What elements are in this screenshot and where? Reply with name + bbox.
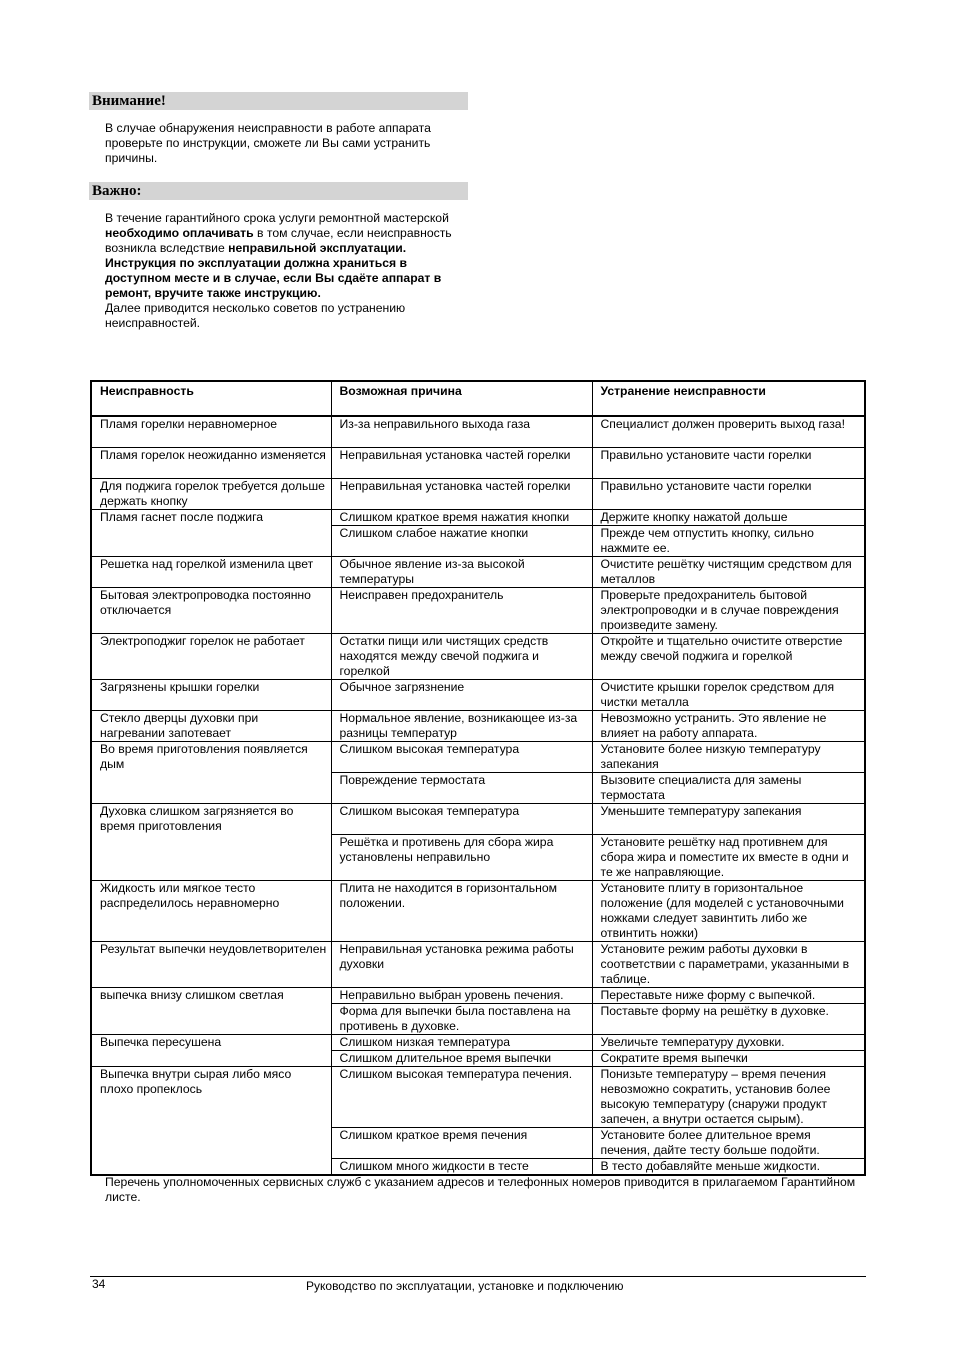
fix-cell: Очистите решётку чистящим средством для металлов bbox=[592, 556, 865, 587]
cause-cell: Слишком длительное время выпечки bbox=[331, 1050, 592, 1066]
table-row bbox=[91, 941, 865, 987]
cause-cell: Обычное явление из-за высокой температуры bbox=[331, 556, 592, 587]
cause-cell: Нормальное явление, возникающее из-за разницы температур bbox=[331, 710, 592, 741]
cause-cell: Из-за неправильного выхода газа bbox=[331, 416, 592, 447]
fix-cell: Переставьте ниже форму с выпечкой. bbox=[592, 987, 865, 1003]
important-p1-b: необходимо оплачивать bbox=[105, 226, 254, 240]
fix-cell: Специалист должен проверить выход газа! bbox=[592, 416, 865, 447]
table-row bbox=[91, 587, 865, 633]
page-number: 34 bbox=[92, 1277, 106, 1291]
fix-cell: Очистите крышки горелок средством для чистки металла bbox=[592, 679, 865, 710]
fix-cell: Правильно установите части горелки bbox=[592, 478, 865, 509]
cause-cell: Неправильная установка частей горелки bbox=[331, 447, 592, 478]
fix-cell: Вызовите специалиста для замены термостата bbox=[592, 772, 865, 803]
cause-cell: Форма для выпечки была поставлена на противень в духовке. bbox=[331, 1003, 592, 1034]
fault-cell: Бытовая электропроводка постоянно отключается bbox=[91, 587, 331, 633]
cause-cell: Слишком высокая температура печения. bbox=[331, 1066, 592, 1127]
troubleshooting-table bbox=[90, 380, 866, 1176]
important-p2-bold: Инструкция по эксплуатации должна храниться в доступном месте и в случае, если Вы сдаёте аппарат в ремонт, вручите также инструкцию. bbox=[105, 256, 442, 300]
cause-cell: Слишком высокая температура bbox=[331, 803, 592, 834]
fix-cell: Невозможно устранить. Это явление не влияет на работу аппарата. bbox=[592, 710, 865, 741]
fix-cell: Уменьшите температуру запекания bbox=[592, 803, 865, 834]
important-p1-d: неправильной эксплуатации. bbox=[228, 241, 407, 255]
troubleshooting-table-body bbox=[91, 381, 865, 1175]
important-p1-c: в том случае, если неисправность возникла вследствие bbox=[105, 226, 452, 255]
cause-cell: Неправильно выбран уровень печения. bbox=[331, 987, 592, 1003]
cause-cell: Слишком слабое нажатие кнопки bbox=[331, 525, 592, 556]
table-header-row bbox=[91, 381, 865, 416]
cause-cell: Повреждение термостата bbox=[331, 772, 592, 803]
table-row bbox=[91, 803, 865, 834]
fault-cell: Выпечка пересушена bbox=[91, 1034, 331, 1066]
important-paragraph-3: Далее приводится несколько советов по устранению неисправностей. bbox=[105, 301, 406, 330]
header-fault: Неисправность bbox=[91, 381, 331, 416]
fault-cell: Пламя горелки неравномерное bbox=[91, 416, 331, 447]
fault-cell: Для поджига горелок требуется дольше держать кнопку bbox=[91, 478, 331, 509]
fault-cell: Духовка слишком загрязняется во время приготовления bbox=[91, 803, 331, 880]
cause-cell: Обычное загрязнение bbox=[331, 679, 592, 710]
fault-cell: Стекло дверцы духовки при нагревании запотевает bbox=[91, 710, 331, 741]
important-text bbox=[105, 211, 465, 331]
table-row bbox=[91, 633, 865, 679]
fix-cell: Поставьте форму на решётку в духовке. bbox=[592, 1003, 865, 1034]
fix-cell: Держите кнопку нажатой дольше bbox=[592, 509, 865, 525]
fix-cell: Увеличьте температуру духовки. bbox=[592, 1034, 865, 1050]
header-fix: Устранение неисправности bbox=[592, 381, 865, 416]
fault-cell: Загрязнены крышки горелки bbox=[91, 679, 331, 710]
cause-cell: Неправильная установка частей горелки bbox=[331, 478, 592, 509]
fix-cell: Правильно установите части горелки bbox=[592, 447, 865, 478]
fault-cell: Пламя горелок неожиданно изменяется bbox=[91, 447, 331, 478]
footer-divider bbox=[90, 1276, 866, 1277]
cause-cell: Слишком низкая температура bbox=[331, 1034, 592, 1050]
fault-cell: выпечка внизу слишком светлая bbox=[91, 987, 331, 1034]
fault-cell: Пламя гаснет после поджига bbox=[91, 509, 331, 556]
fix-cell: В тесто добавляйте меньше жидкости. bbox=[592, 1158, 865, 1175]
cause-cell: Плита не находится в горизонтальном положении. bbox=[331, 880, 592, 941]
fault-cell: Во время приготовления появляется дым bbox=[91, 741, 331, 803]
table-row bbox=[91, 447, 865, 478]
cause-cell: Неправильная установка режима работы духовки bbox=[331, 941, 592, 987]
table-row bbox=[91, 880, 865, 941]
cause-cell: Слишком высокая температура bbox=[331, 741, 592, 772]
table-row bbox=[91, 987, 865, 1003]
table-row bbox=[91, 679, 865, 710]
table-row bbox=[91, 478, 865, 509]
table-row bbox=[91, 556, 865, 587]
important-p1-a: В течение гарантийного срока услуги ремонтной мастерской bbox=[105, 211, 449, 225]
cause-cell: Слишком краткое время печения bbox=[331, 1127, 592, 1158]
attention-paragraph: В случае обнаружения неисправности в работе аппарата проверьте по инструкции, сможете ли Вы сами устранить причины. bbox=[105, 121, 431, 165]
important-paragraph-2 bbox=[105, 256, 465, 301]
table-row bbox=[91, 416, 865, 447]
header-cause: Возможная причина bbox=[331, 381, 592, 416]
fix-cell: Прежде чем отпустить кнопку, сильно нажмите ее. bbox=[592, 525, 865, 556]
table-row bbox=[91, 741, 865, 772]
cause-cell: Неисправен предохранитель bbox=[331, 587, 592, 633]
table-row bbox=[91, 1034, 865, 1050]
important-heading: Важно: bbox=[89, 182, 468, 200]
fault-cell: Жидкость или мягкое тесто распределилось неравномерно bbox=[91, 880, 331, 941]
fix-cell: Понизьте температуру – время печения невозможно сократить, установив более высокую температуру (снаружи продукт запечен, а внутри остается сырым). bbox=[592, 1066, 865, 1127]
important-paragraph-1 bbox=[105, 211, 465, 256]
fix-cell: Установите решётку над противнем для сбора жира и поместите их вместе в одни и те же направляющие. bbox=[592, 834, 865, 880]
fix-cell: Установите плиту в горизонтальное положение (для моделей с установочными ножками следует завинтить либо же отвинтить ножки) bbox=[592, 880, 865, 941]
table-row bbox=[91, 509, 865, 525]
service-footnote: Перечень уполномоченных сервисных служб с указанием адресов и телефонных номеров приводится в прилагаемом Гарантийном листе. bbox=[105, 1175, 856, 1204]
attention-heading: Внимание! bbox=[89, 92, 468, 110]
fault-cell: Выпечка внутри сырая либо мясо плохо пропеклось bbox=[91, 1066, 331, 1175]
fix-cell: Установите более низкую температуру запекания bbox=[592, 741, 865, 772]
fault-cell: Электроподжиг горелок не работает bbox=[91, 633, 331, 679]
cause-cell: Остатки пищи или чистящих средств находятся между свечой поджига и горелкой bbox=[331, 633, 592, 679]
fault-cell: Решетка над горелкой изменила цвет bbox=[91, 556, 331, 587]
cause-cell: Слишком краткое время нажатия кнопки bbox=[331, 509, 592, 525]
table-row bbox=[91, 710, 865, 741]
table-row bbox=[91, 1066, 865, 1127]
fix-cell: Сократите время выпечки bbox=[592, 1050, 865, 1066]
cause-cell: Слишком много жидкости в тесте bbox=[331, 1158, 592, 1175]
footer-title: Руководство по эксплуатации, установке и подключению bbox=[306, 1279, 624, 1293]
fix-cell: Установите режим работы духовки в соответствии с параметрами, указанными в таблице. bbox=[592, 941, 865, 987]
fix-cell: Откройте и тщательно очистите отверстие между свечой поджига и горелкой bbox=[592, 633, 865, 679]
fix-cell: Установите более длительное время печения, дайте тесту больше подойти. bbox=[592, 1127, 865, 1158]
fault-cell: Результат выпечки неудовлетворителен bbox=[91, 941, 331, 987]
fix-cell: Проверьте предохранитель бытовой электропроводки и в случае повреждения произведите замену. bbox=[592, 587, 865, 633]
attention-text bbox=[105, 121, 465, 166]
cause-cell: Решётка и противень для сбора жира установлены неправильно bbox=[331, 834, 592, 880]
